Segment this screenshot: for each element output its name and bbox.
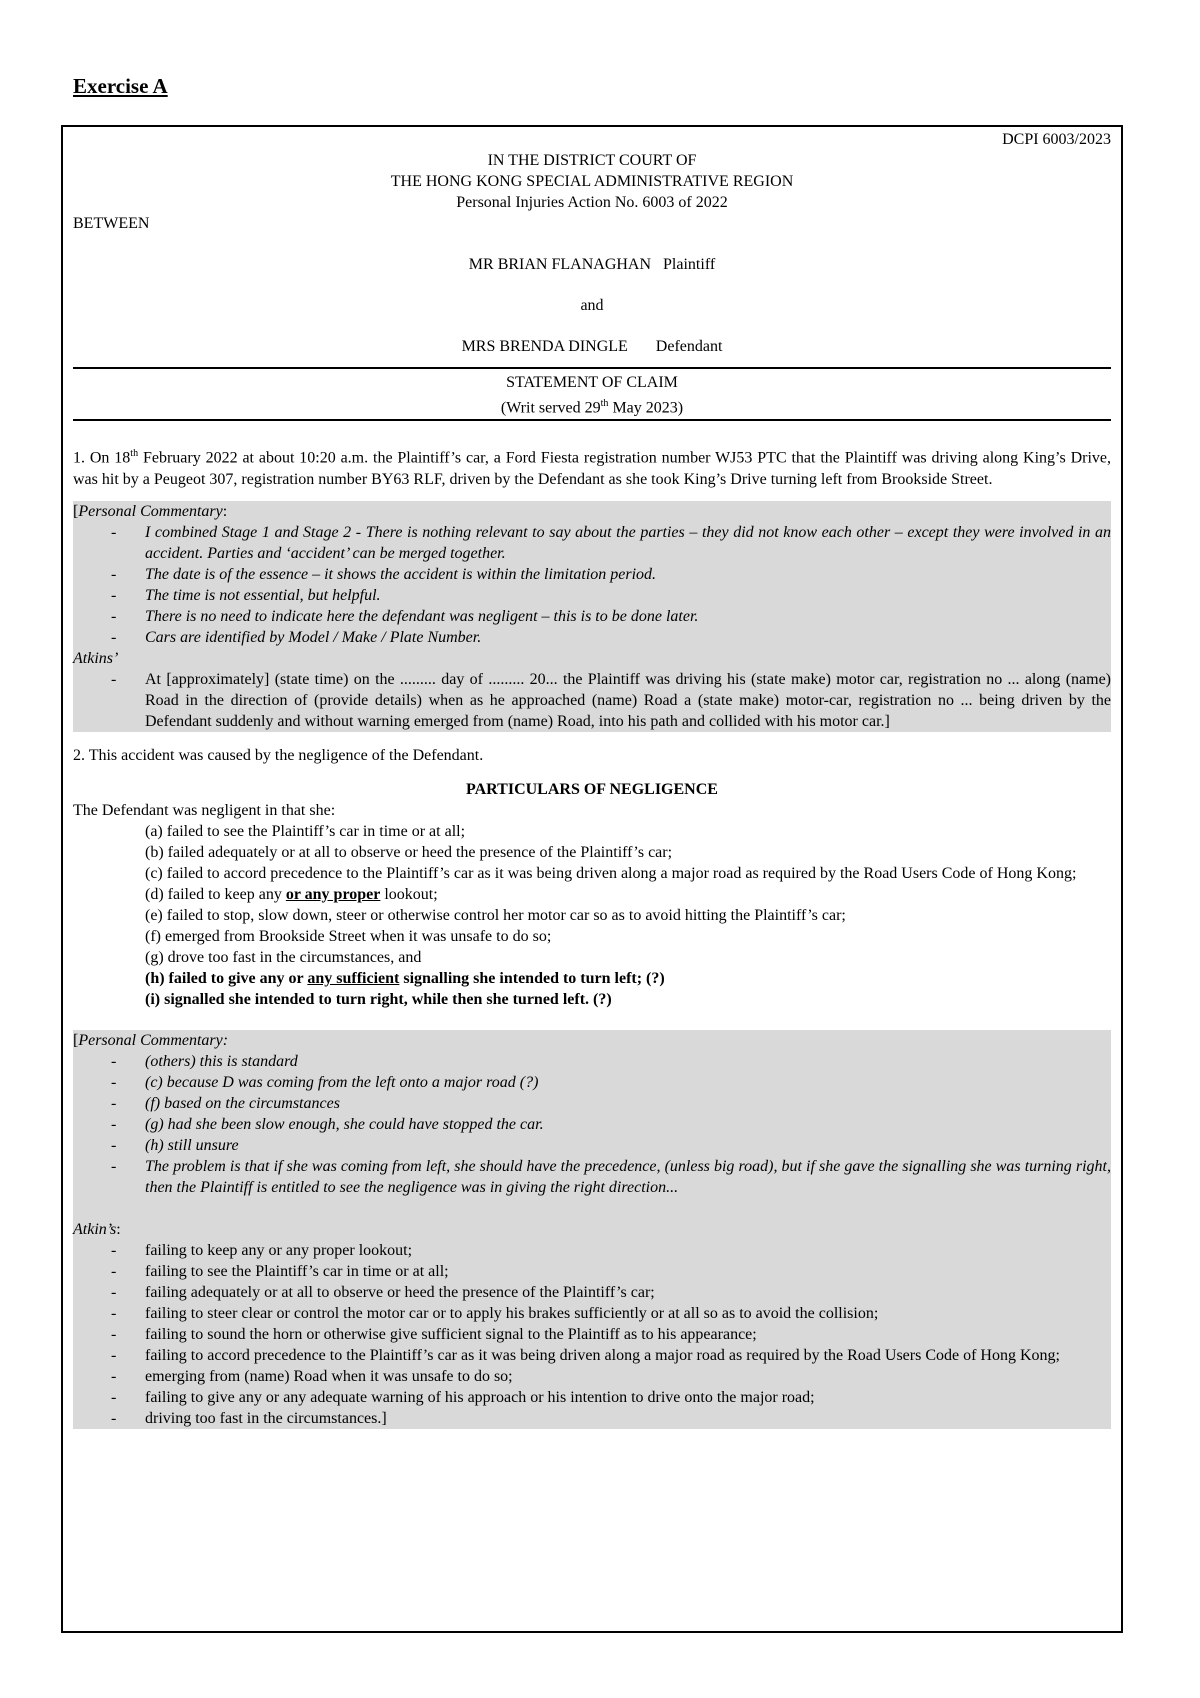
atkins-1-label: Atkins’ [73, 649, 119, 667]
atkins-2-item: - driving too fast in the circumstances.] [73, 1408, 1111, 1429]
pleading-box [61, 125, 1123, 1633]
defendant-role: Defendant [655, 338, 723, 355]
particular-d: (d) failed to keep any or any proper lookout; [145, 885, 438, 903]
defendant-name: MRS BRENDA DINGLE [461, 338, 628, 355]
statement-title: STATEMENT OF CLAIM [506, 374, 678, 391]
atkins-2-item: - failing to see the Plaintiff’s car in time or at all; [73, 1261, 1111, 1282]
commentary-1-label: [Personal Commentary: [73, 502, 228, 520]
commentary-1-item: - The date is of the essence – it shows the accident is within the limitation period. [73, 564, 1111, 585]
top-rule [73, 367, 1111, 369]
court-line-2: THE HONG KONG SPECIAL ADMINISTRATIVE REGION [390, 173, 794, 190]
particular-g: (g) drove too fast in the circumstances, and [145, 948, 422, 966]
atkins-1-item: - At [approximately] (state time) on the ......... day of ......... 20... the Plaintiff was driving his (state make) motor car, registration no ... along (name) Road in the direction of (provide details) when as he approached (name) Road a (state make) motor-car, registration no ... being driven by the Defendant suddenly and without warning emerged from (name) Road, into his path and collided with his motor car.] [73, 669, 1111, 732]
commentary-1-list [73, 522, 1111, 648]
particulars-title: PARTICULARS OF NEGLIGENCE [466, 780, 718, 798]
between-label: BETWEEN [73, 215, 150, 232]
particular-a: (a) failed to see the Plaintiff’s car in time or at all; [145, 822, 466, 840]
commentary-block-2 [73, 1030, 1111, 1429]
defendant-line [73, 336, 1111, 357]
commentary-2-label: [Personal Commentary: [73, 1031, 229, 1049]
commentary-1-item: - I combined Stage 1 and Stage 2 - There is nothing relevant to say about the parties – they did not know each other – except they were involved in an accident. Parties and ‘accident’ can be merged together. [73, 522, 1111, 564]
particulars-intro: The Defendant was negligent in that she: [73, 801, 336, 819]
commentary-2-item: - (others) this is standard [73, 1051, 1111, 1072]
atkins-2-label: Atkin’s: [73, 1220, 121, 1238]
paragraph-1: 1. On 18th February 2022 at about 10:20 a.m. the Plaintiff’s car, a Ford Fiesta registration number WJ53 PTC that the Plaintiff was driving along King’s Drive, was hit by a Peugeot 307, registration number BY63 RLF, driven by the Defendant as she took King’s Drive turning left from Brookside Street. [73, 448, 1111, 488]
writ-served: (Writ served 29th May 2023) [500, 398, 684, 417]
atkins-2-list [73, 1240, 1111, 1429]
commentary-1-item: - Cars are identified by Model / Make / Plate Number. [73, 627, 1111, 648]
plaintiff-role: Plaintiff [663, 256, 716, 273]
atkins-1-list [73, 669, 1111, 732]
atkins-2-item: - failing to sound the horn or otherwise give sufficient signal to the Plaintiff as to his appearance; [73, 1324, 1111, 1345]
case-number: DCPI 6003/2023 [1002, 131, 1111, 148]
atkins-2-item: - failing to keep any or any proper lookout; [73, 1240, 1111, 1261]
commentary-2-item: - The problem is that if she was coming from left, she should have the precedence, (unless big road), but if she gave the signalling she was turning right, then the Plaintiff is entitled to see the negligence was in giving the right direction... [73, 1156, 1111, 1198]
court-line-1: IN THE DISTRICT COURT OF [487, 152, 697, 169]
paragraph-2: 2. This accident was caused by the negligence of the Defendant. [73, 746, 484, 764]
atkins-2-item: - failing to give any or any adequate warning of his approach or his intention to drive onto the major road; [73, 1387, 1111, 1408]
particular-f: (f) emerged from Brookside Street when it was unsafe to do so; [145, 927, 552, 945]
particulars-list [73, 821, 1111, 1010]
particular-b: (b) failed adequately or at all to observe or heed the presence of the Plaintiff’s car; [145, 843, 673, 861]
atkins-2-item: - failing adequately or at all to observe or heed the presence of the Plaintiff’s car; [73, 1282, 1111, 1303]
court-line-3: Personal Injuries Action No. 6003 of 2022 [456, 194, 728, 211]
commentary-2-item: - (h) still unsure [73, 1135, 1111, 1156]
atkins-2-item: - failing to accord precedence to the Plaintiff’s car as it was being driven along a major road as required by the Road Users Code of Hong Kong; [73, 1345, 1111, 1366]
commentary-2-item: - (g) had she been slow enough, she could have stopped the car. [73, 1114, 1111, 1135]
particular-e: (e) failed to stop, slow down, steer or otherwise control her motor car so as to avoid hitting the Plaintiff’s car; [145, 906, 846, 924]
exercise-heading: Exercise A [73, 74, 168, 98]
particular-i: (i) signalled she intended to turn right, while then she turned left. (?) [145, 990, 612, 1008]
commentary-2-list [73, 1051, 1111, 1198]
atkins-2-item: - emerging from (name) Road when it was unsafe to do so; [73, 1366, 1111, 1387]
particular-c: (c) failed to accord precedence to the Plaintiff’s car as it was being driven along a major road as required by the Road Users Code of Hong Kong; [145, 864, 1077, 882]
plaintiff-name: MR BRIAN FLANAGHAN [468, 256, 652, 273]
plaintiff-line [73, 254, 1111, 275]
commentary-1-item: - There is no need to indicate here the defendant was negligent – this is to be done later. [73, 606, 1111, 627]
particular-h: (h) failed to give any or any sufficient signalling she intended to turn left; (?) [145, 969, 665, 987]
and-label: and [580, 297, 604, 314]
commentary-2-item: - (f) based on the circumstances [73, 1093, 1111, 1114]
commentary-1-item: - The time is not essential, but helpful. [73, 585, 1111, 606]
commentary-block-1 [73, 501, 1111, 732]
bottom-rule [73, 419, 1111, 421]
atkins-2-item: - failing to steer clear or control the motor car or to apply his brakes sufficiently or at all so as to avoid the collision; [73, 1303, 1111, 1324]
commentary-2-item: - (c) because D was coming from the left onto a major road (?) [73, 1072, 1111, 1093]
